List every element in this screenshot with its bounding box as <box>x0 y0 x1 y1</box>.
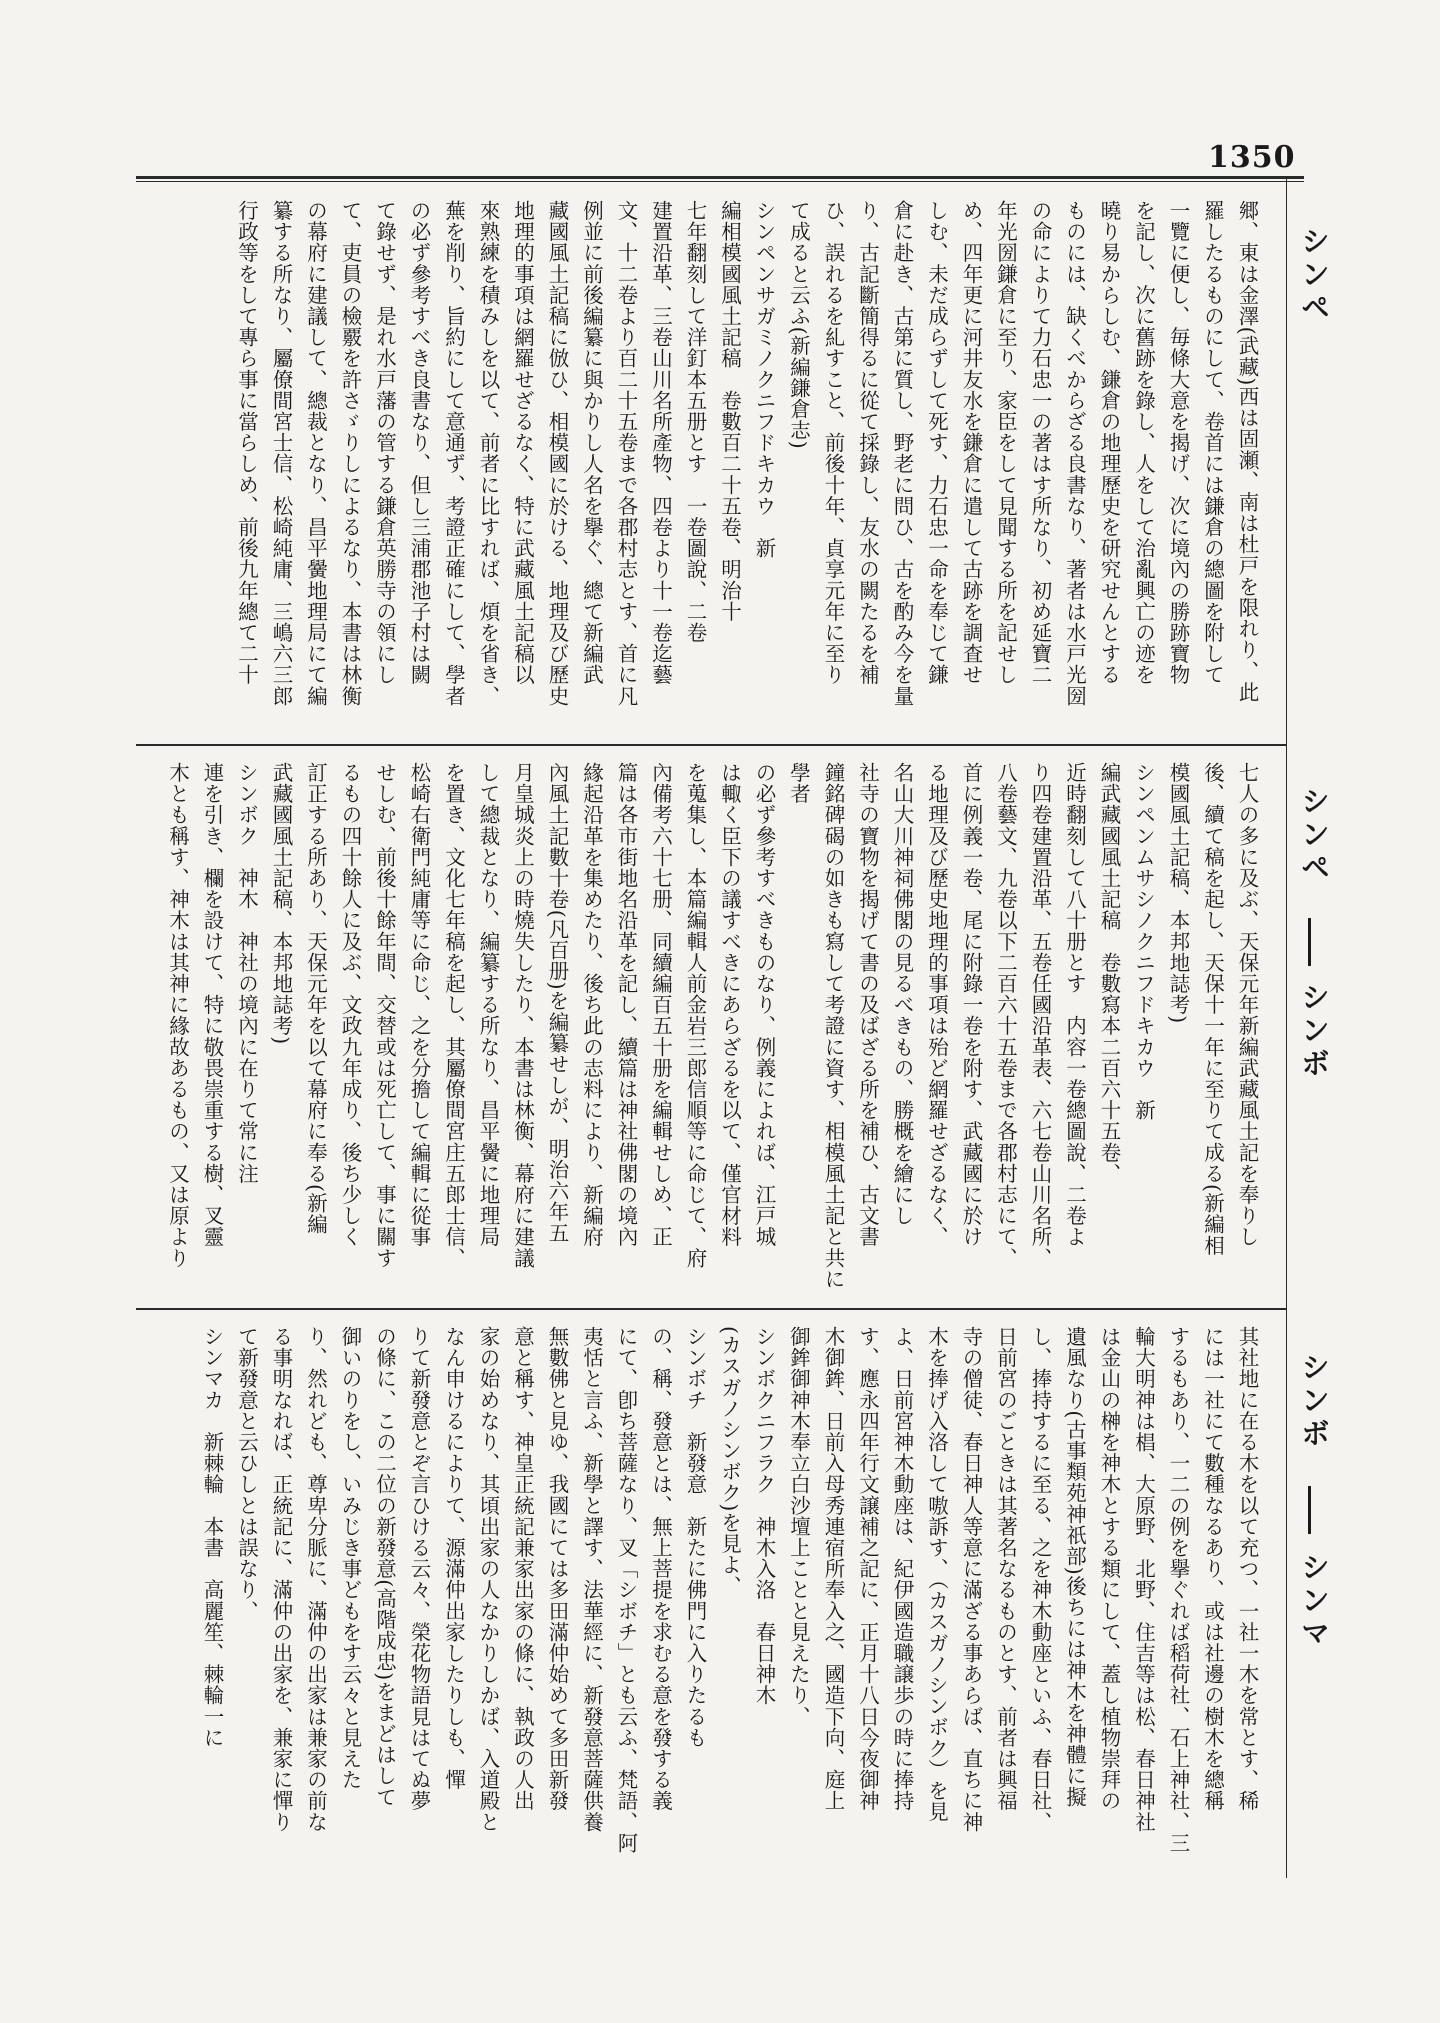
right-frame-rule <box>1286 178 1287 1878</box>
entry-text-shinpen-musashi-shinboku: 七人の多に及ぶ、天保元年新編武藏風土記を奉りし 後、續て稿を起し、天保十一年に至りて成る(新編相 模國風土記稿、本邦地誌考) シンペンムサシノクニフドキカウ 新 編武藏國風土記稿 卷數寫本二百六十五卷、 近時翻刻して八十册とす 内容一卷總圖說、二卷よ り四卷建置沿革、五卷任國沿革表、六七卷山川名所、 八卷藝文、九卷以下二百六十五卷まで各郡村志にて、 首に例義一卷、尾に附錄一卷を附す、武藏國に於け る地理及び歷史地理的事項は殆ど網羅せざるなく、 名山大川神祠佛閣の見るべきもの、勝概を繪にし 社寺の寶物を揭げて書の及ばざる所を補ひ、古文書 鐘銘碑碣の如きも寫して考證に資す、相模風土記と共に學者 の必ず參考すべきものなり、例義によれば、江戸城 は輙く臣下の議すべきにあらざるを以て、僅官材料 を蒐集し、本篇編輯人前金岩三郎信順等に命じて、府 內備考六十七册、同續編百五十册を編輯せしめ、正 篇は各市街地名沿革を記し、續篇は神社佛閣の境內 緣起沿革を集めたり、後ち此の志料により、新編府 內風土記數十卷(凡百册)を編纂せしが、明治六年五 月皇城炎上の時燒失したり、本書は林衡、幕府に建議 して總裁となり、編纂する所なり、昌平黌に地理局 を置き、文化七年稿を起し、其屬僚間宮庄五郎士信、 松崎右衛門純庸等に命じ、之を分擔して編輯に從事 せしむ、前後十餘年間、交替或は死亡して、事に關す るもの四十餘人に及ぶ、文政九年成り、後ち少しく 訂正する所あり、天保元年を以て幕府に奉る(新編 武藏國風土記稿、本邦地誌考) シンボク 神木 神社の境內に在りて常に注 連を引き、欄を設けて、特に敬畏崇重する樹、叉靈 木とも稱す、神木は其神に緣故あるもの、又は原より <box>165 762 1259 1290</box>
top-frame-rule <box>136 176 1304 179</box>
running-header-mid-bottom: シンボ <box>1297 982 1331 1081</box>
entry-text-shinpen-kamakura-sagami: 郷、東は金澤(武藏)西は固瀬、南は杜戸を限れり、此 羅したるものにして、卷首には鎌倉の總圖を附して 一覽に便し、毎條大意を揭げ、次に境內の勝跡寶物 を記し、次に舊跡を錄し、人をして治亂興亡の迹を 曉り易からしむ、鎌倉の地理歷史を研究せんとする ものには、缺くべからざる良書なり、著者は水戸光圀 の命によりて力石忠一の著はす所なり、初め延寶二 年光圀鎌倉に至り、家臣をして見聞する所を記せし め、四年更に河井友水を鎌倉に遣して古跡を調査せ しむ、未だ成らずして死す、力石忠一命を奉じて鎌 倉に赴き、古第に質し、野老に問ひ、古を酌み今を量 り、古記斷簡得るに從て採錄し、友水の闕たるを補 ひ、誤れるを糺すこと、前後十年、貞享元年に至り て成ると云ふ(新編鎌倉志) シンペンサガミノクニフドキカウ 新 編相模國風土記稿 卷數百二十五卷、明治十 七年翻刻して洋釘本五册とす 一卷圖說、二卷 建置沿革、三卷山川名所產物、四卷より十一卷迄藝 文、十二卷より百二十五卷まで各郡村志とす、首に凡 例並に前後編纂に與かりし人名を擧ぐ、總て新編武 藏國風土記稿に倣ひ、相模國に於ける、地理及び歷史 地理的事項は網羅せざるなく、特に武藏風土記稿以 來熟練を積みしを以て、前者に比すれば、煩を省き、 蕪を削り、旨約にして意通ず、考證正確にして、學者 の必ず參考すべき良書なり、但し三浦郡池子村は闕 て錄せず、是れ水戸藩の管する鎌倉英勝寺の領にし て、吏員の檢覈を許さゞりしによるなり、本書は林衡 の幕府に建議して、總裁となり、昌平黌地理局にて編 纂する所なり、屬僚間宮士信、松崎純庸、三嶋六三郎 行政等をして專ら事に當らしめ、前後九年總て二十 <box>234 200 1259 707</box>
section-divider-1 <box>136 744 1286 746</box>
running-header-mid-top: シンペ <box>1297 786 1331 885</box>
entry-text-shinboku-shinmaka: 其社地に在る木を以て充つ、一社一木を常とす、稀 には一社にて數種なるあり、或は社邊の樹木を總稱 するもあり、一二の例を擧ぐれば稻荷社、石上神社、三 輪大明神は椙、大原野、北野、住吉等は松、春日神社 は金山の榊を神木とする類にして、蓋し植物崇拜の 遺風なり(古事類苑神祇部)後ちには神木を神體に擬 し、捧持するに至る、之を神木動座といふ、春日社、 日前宮のごときは其著名なるものとす、前者は興福 寺の僧徒、春日神人等意に滿ざる事あらば、直ちに神 木を捧げ入洛して嗷訴す、（カスガノシンボク）を見 よ、日前宮神木動座は、紀伊國造職譲歩の時に捧持 す、應永四年行文譲補之記に、正月十八日今夜御神 木御鉾、日前入母秀連宿所奉入之、國造下向、庭上 御鉾御神木奉立白沙壇上ことと見えたり、 シンボクニフラク 神木入洛 春日神木 (カスガノシンボク)を見よ、 シンボチ 新發意 新たに佛門に入りたるも の、稱、發意とは、無上菩提を求むる意を發する義 にて、卽ち菩薩なり、叉「シボチ」とも云ふ、梵語、阿 夷恬と言ふ、新學と譯す、法華經に、新發意菩薩供養 無數佛と見ゆ、我國にては多田滿仲始めて多田新發 意と稱す、神皇正統記兼家出家の條に、執政の人出 家の始めなり、其頃出家の人なかりしかば、入道殿と なん申けるによりて、源滿仲出家したりしも、憚 りて新發意とぞ言ひける云々、榮花物語見はてぬ夢 の條に、この二位の新發意(高階成忠)をまどはして 御いのりをし、いみじき事どもをす云々と見えた り、然れども、尊卑分脈に、滿仲の出家は兼家の前な る事明なれば、正統記に、滿仲の出家を、兼家に憚り て新發意と云ひしとは誤なり、 シンマカ 新棘輪 本書 高麗笙、棘輪一に <box>200 1326 1259 1854</box>
header-dash-bottom <box>1308 1486 1311 1534</box>
entry-section-bottom <box>134 1326 1264 1866</box>
entry-section-middle <box>134 762 1264 1297</box>
entry-section-top <box>134 200 1264 735</box>
running-header-bottom-bottom: シンマ <box>1297 1552 1331 1651</box>
running-header-top: シンペ <box>1297 226 1331 325</box>
section-divider-2 <box>136 1308 1286 1310</box>
header-dash-mid <box>1308 918 1311 966</box>
top-frame-rule-thin <box>136 181 1304 182</box>
page-number: 1350 <box>1208 140 1296 175</box>
running-header-bottom-top: シンボ <box>1297 1352 1331 1451</box>
